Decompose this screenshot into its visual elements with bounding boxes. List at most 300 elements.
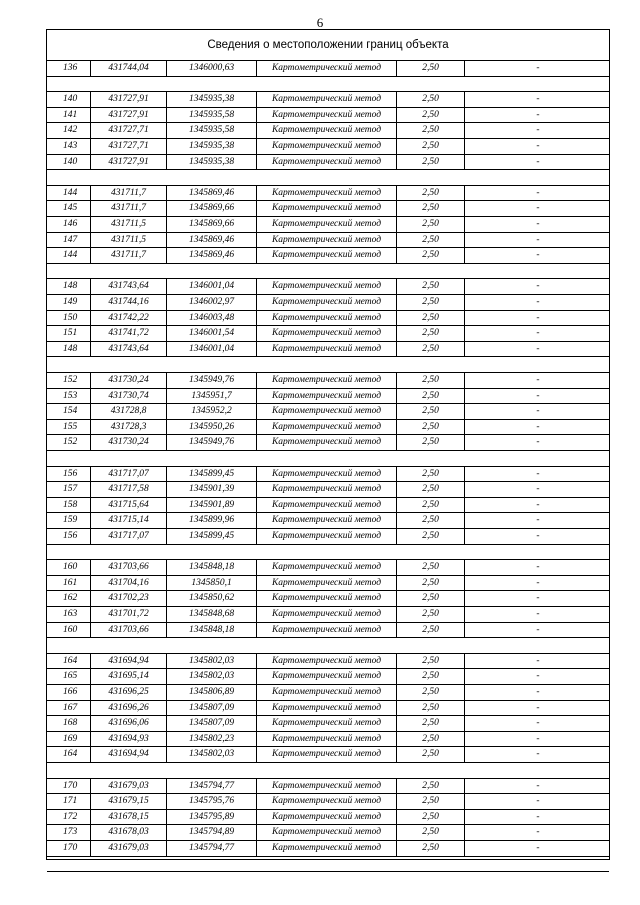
y-coordinate-cell: 1345794,89 bbox=[167, 825, 257, 840]
y-coordinate-cell: 1345869,46 bbox=[167, 233, 257, 248]
accuracy-cell: 2,50 bbox=[397, 810, 465, 825]
point-number-cell: 157 bbox=[47, 482, 91, 497]
x-coordinate-cell: 431743,64 bbox=[91, 279, 167, 294]
x-coordinate-cell: 431701,72 bbox=[91, 607, 167, 622]
note-cell: - bbox=[536, 749, 540, 760]
separator-row bbox=[47, 857, 609, 873]
y-coordinate-cell: 1346000,63 bbox=[167, 61, 257, 76]
point-number-cell: 143 bbox=[47, 139, 91, 154]
x-coordinate-cell: 431741,72 bbox=[91, 326, 167, 341]
y-coordinate-cell: 1345795,89 bbox=[167, 810, 257, 825]
y-coordinate-cell: 1346001,04 bbox=[167, 279, 257, 294]
table-row bbox=[47, 716, 609, 732]
point-number-cell: 155 bbox=[47, 420, 91, 435]
table-row bbox=[47, 155, 609, 171]
y-coordinate-cell: 1345869,66 bbox=[167, 201, 257, 216]
accuracy-cell: 2,50 bbox=[397, 201, 465, 216]
note-cell: - bbox=[536, 125, 540, 136]
y-coordinate-cell: 1345935,58 bbox=[167, 123, 257, 138]
method-cell: Картометрический метод bbox=[257, 295, 397, 310]
method-cell: Картометрический метод bbox=[257, 279, 397, 294]
method-cell: Картометрический метод bbox=[257, 326, 397, 341]
accuracy-cell: 2,50 bbox=[397, 108, 465, 123]
y-coordinate-cell: 1345848,18 bbox=[167, 560, 257, 575]
x-coordinate-cell: 431728,3 bbox=[91, 420, 167, 435]
table-row bbox=[47, 420, 609, 436]
accuracy-cell: 2,50 bbox=[397, 467, 465, 482]
method-cell: Картометрический метод bbox=[257, 61, 397, 76]
point-number-cell: 156 bbox=[47, 467, 91, 482]
note-cell: - bbox=[536, 328, 540, 339]
table-row bbox=[47, 123, 609, 139]
x-coordinate-cell: 431711,7 bbox=[91, 201, 167, 216]
method-cell: Картометрический метод bbox=[257, 825, 397, 840]
table-row bbox=[47, 482, 609, 498]
point-number-cell: 169 bbox=[47, 732, 91, 747]
method-cell: Картометрический метод bbox=[257, 576, 397, 591]
x-coordinate-cell: 431717,07 bbox=[91, 529, 167, 544]
table-row bbox=[47, 233, 609, 249]
method-cell: Картометрический метод bbox=[257, 623, 397, 638]
method-cell: Картометрический метод bbox=[257, 607, 397, 622]
x-coordinate-cell: 431711,7 bbox=[91, 186, 167, 201]
y-coordinate-cell: 1345802,03 bbox=[167, 747, 257, 762]
y-coordinate-cell: 1345901,89 bbox=[167, 498, 257, 513]
note-cell: - bbox=[536, 297, 540, 307]
point-number-cell: 152 bbox=[47, 435, 91, 450]
y-coordinate-cell: 1346003,48 bbox=[167, 311, 257, 326]
method-cell: Картометрический метод bbox=[257, 217, 397, 232]
table-row bbox=[47, 311, 609, 327]
table-row bbox=[47, 404, 609, 420]
y-coordinate-cell: 1345901,39 bbox=[167, 482, 257, 497]
table-row bbox=[47, 732, 609, 748]
note-cell: - bbox=[536, 109, 540, 120]
method-cell: Картометрический метод bbox=[257, 373, 397, 388]
point-number-cell: 144 bbox=[47, 186, 91, 201]
separator-row bbox=[47, 763, 609, 779]
point-number-cell: 170 bbox=[47, 779, 91, 794]
table-row bbox=[47, 295, 609, 311]
point-number-cell: 162 bbox=[47, 591, 91, 606]
y-coordinate-cell: 1345869,46 bbox=[167, 248, 257, 263]
note-cell: - bbox=[536, 671, 540, 682]
point-number-cell: 167 bbox=[47, 701, 91, 716]
y-coordinate-cell: 1345869,46 bbox=[167, 186, 257, 201]
method-cell: Картометрический метод bbox=[257, 420, 397, 435]
accuracy-cell: 2,50 bbox=[397, 92, 465, 107]
method-cell: Картометрический метод bbox=[257, 591, 397, 606]
method-cell: Картометрический метод bbox=[257, 732, 397, 747]
note-cell: - bbox=[536, 234, 540, 245]
x-coordinate-cell: 431694,94 bbox=[91, 654, 167, 669]
point-number-cell: 151 bbox=[47, 326, 91, 341]
table-row bbox=[47, 186, 609, 202]
y-coordinate-cell: 1346002,97 bbox=[167, 295, 257, 310]
point-number-cell: 165 bbox=[47, 669, 91, 684]
x-coordinate-cell: 431727,91 bbox=[91, 155, 167, 170]
separator-row bbox=[47, 545, 609, 561]
table-row bbox=[47, 513, 609, 529]
note-cell: - bbox=[536, 624, 540, 635]
table-row bbox=[47, 467, 609, 483]
table-row bbox=[47, 217, 609, 233]
x-coordinate-cell: 431730,74 bbox=[91, 389, 167, 404]
point-number-cell: 145 bbox=[47, 201, 91, 216]
x-coordinate-cell: 431711,7 bbox=[91, 248, 167, 263]
x-coordinate-cell: 431727,71 bbox=[91, 139, 167, 154]
accuracy-cell: 2,50 bbox=[397, 669, 465, 684]
accuracy-cell: 2,50 bbox=[397, 732, 465, 747]
x-coordinate-cell: 431679,15 bbox=[91, 794, 167, 809]
note-cell: - bbox=[536, 531, 540, 541]
x-coordinate-cell: 431730,24 bbox=[91, 373, 167, 388]
point-number-cell: 164 bbox=[47, 747, 91, 762]
table-row bbox=[47, 108, 609, 124]
table-row bbox=[47, 560, 609, 576]
accuracy-cell: 2,50 bbox=[397, 61, 465, 76]
point-number-cell: 168 bbox=[47, 716, 91, 731]
method-cell: Картометрический метод bbox=[257, 560, 397, 575]
x-coordinate-cell: 431715,64 bbox=[91, 498, 167, 513]
method-cell: Картометрический метод bbox=[257, 92, 397, 107]
method-cell: Картометрический метод bbox=[257, 716, 397, 731]
point-number-cell: 142 bbox=[47, 123, 91, 138]
x-coordinate-cell: 431703,66 bbox=[91, 560, 167, 575]
accuracy-cell: 2,50 bbox=[397, 155, 465, 170]
x-coordinate-cell: 431696,26 bbox=[91, 701, 167, 716]
accuracy-cell: 2,50 bbox=[397, 623, 465, 638]
point-number-cell: 140 bbox=[47, 155, 91, 170]
table-row bbox=[47, 529, 609, 545]
method-cell: Картометрический метод bbox=[257, 513, 397, 528]
y-coordinate-cell: 1345899,45 bbox=[167, 529, 257, 544]
x-coordinate-cell: 431744,04 bbox=[91, 61, 167, 76]
note-cell: - bbox=[536, 421, 540, 432]
page-number: 6 bbox=[316, 15, 324, 30]
note-cell: - bbox=[536, 312, 540, 323]
method-cell: Картометрический метод bbox=[257, 201, 397, 216]
table-row bbox=[47, 701, 609, 717]
y-coordinate-cell: 1345802,03 bbox=[167, 654, 257, 669]
x-coordinate-cell: 431696,06 bbox=[91, 716, 167, 731]
point-number-cell: 148 bbox=[47, 342, 91, 357]
separator-row bbox=[47, 170, 609, 186]
point-number-cell: 163 bbox=[47, 607, 91, 622]
method-cell: Картометрический метод bbox=[257, 701, 397, 716]
accuracy-cell: 2,50 bbox=[397, 560, 465, 575]
accuracy-cell: 2,50 bbox=[397, 139, 465, 154]
method-cell: Картометрический метод bbox=[257, 123, 397, 138]
point-number-cell: 173 bbox=[47, 825, 91, 840]
accuracy-cell: 2,50 bbox=[397, 576, 465, 591]
method-cell: Картометрический метод bbox=[257, 342, 397, 357]
y-coordinate-cell: 1345850,1 bbox=[167, 576, 257, 591]
y-coordinate-cell: 1345848,18 bbox=[167, 623, 257, 638]
accuracy-cell: 2,50 bbox=[397, 701, 465, 716]
accuracy-cell: 2,50 bbox=[397, 420, 465, 435]
x-coordinate-cell: 431727,91 bbox=[91, 108, 167, 123]
note-cell: - bbox=[536, 63, 540, 73]
method-cell: Картометрический метод bbox=[257, 404, 397, 419]
y-coordinate-cell: 1345899,96 bbox=[167, 513, 257, 528]
point-number-cell: 159 bbox=[47, 513, 91, 528]
x-coordinate-cell: 431679,03 bbox=[91, 841, 167, 856]
point-number-cell: 147 bbox=[47, 233, 91, 248]
y-coordinate-cell: 1345952,2 bbox=[167, 404, 257, 419]
table-row bbox=[47, 139, 609, 155]
accuracy-cell: 2,50 bbox=[397, 513, 465, 528]
accuracy-cell: 2,50 bbox=[397, 747, 465, 762]
y-coordinate-cell: 1345869,66 bbox=[167, 217, 257, 232]
point-number-cell: 161 bbox=[47, 576, 91, 591]
point-number-cell: 166 bbox=[47, 685, 91, 700]
accuracy-cell: 2,50 bbox=[397, 373, 465, 388]
point-number-cell: 170 bbox=[47, 841, 91, 856]
x-coordinate-cell: 431730,24 bbox=[91, 435, 167, 450]
accuracy-cell: 2,50 bbox=[397, 841, 465, 856]
method-cell: Картометрический метод bbox=[257, 654, 397, 669]
note-cell: - bbox=[536, 94, 540, 105]
method-cell: Картометрический метод bbox=[257, 248, 397, 263]
method-cell: Картометрический метод bbox=[257, 794, 397, 809]
method-cell: Картометрический метод bbox=[257, 389, 397, 404]
accuracy-cell: 2,50 bbox=[397, 326, 465, 341]
table-row bbox=[47, 841, 609, 857]
x-coordinate-cell: 431717,07 bbox=[91, 467, 167, 482]
method-cell: Картометрический метод bbox=[257, 435, 397, 450]
note-cell: - bbox=[536, 733, 540, 744]
separator-row bbox=[47, 451, 609, 467]
accuracy-cell: 2,50 bbox=[397, 342, 465, 357]
note-cell: - bbox=[536, 718, 540, 729]
accuracy-cell: 2,50 bbox=[397, 779, 465, 794]
note-cell: - bbox=[536, 375, 540, 385]
point-number-cell: 171 bbox=[47, 794, 91, 809]
note-cell: - bbox=[536, 609, 540, 619]
accuracy-cell: 2,50 bbox=[397, 295, 465, 310]
table-row bbox=[47, 607, 609, 623]
method-cell: Картометрический метод bbox=[257, 498, 397, 513]
table-row bbox=[47, 326, 609, 342]
method-cell: Картометрический метод bbox=[257, 467, 397, 482]
method-cell: Картометрический метод bbox=[257, 482, 397, 497]
note-cell: - bbox=[536, 577, 540, 588]
note-cell: - bbox=[536, 343, 540, 354]
x-coordinate-cell: 431715,14 bbox=[91, 513, 167, 528]
accuracy-cell: 2,50 bbox=[397, 607, 465, 622]
table-row bbox=[47, 591, 609, 607]
y-coordinate-cell: 1345935,38 bbox=[167, 155, 257, 170]
y-coordinate-cell: 1345807,09 bbox=[167, 716, 257, 731]
note-cell: - bbox=[536, 141, 540, 151]
accuracy-cell: 2,50 bbox=[397, 389, 465, 404]
y-coordinate-cell: 1345949,76 bbox=[167, 435, 257, 450]
note-cell: - bbox=[536, 655, 540, 666]
accuracy-cell: 2,50 bbox=[397, 825, 465, 840]
method-cell: Картометрический метод bbox=[257, 108, 397, 123]
y-coordinate-cell: 1345899,45 bbox=[167, 467, 257, 482]
point-number-cell: 156 bbox=[47, 529, 91, 544]
table-row bbox=[47, 825, 609, 841]
note-cell: - bbox=[536, 811, 540, 822]
table-row bbox=[47, 576, 609, 592]
x-coordinate-cell: 431711,5 bbox=[91, 233, 167, 248]
note-cell: - bbox=[536, 156, 540, 167]
accuracy-cell: 2,50 bbox=[397, 716, 465, 731]
x-coordinate-cell: 431727,71 bbox=[91, 123, 167, 138]
table-row bbox=[47, 498, 609, 514]
x-coordinate-cell: 431702,23 bbox=[91, 591, 167, 606]
x-coordinate-cell: 431728,8 bbox=[91, 404, 167, 419]
note-cell: - bbox=[536, 187, 540, 198]
y-coordinate-cell: 1345802,23 bbox=[167, 732, 257, 747]
accuracy-cell: 2,50 bbox=[397, 233, 465, 248]
table-row bbox=[47, 779, 609, 795]
accuracy-cell: 2,50 bbox=[397, 685, 465, 700]
method-cell: Картометрический метод bbox=[257, 669, 397, 684]
y-coordinate-cell: 1345850,62 bbox=[167, 591, 257, 606]
x-coordinate-cell: 431694,93 bbox=[91, 732, 167, 747]
accuracy-cell: 2,50 bbox=[397, 529, 465, 544]
note-cell: - bbox=[536, 827, 540, 838]
method-cell: Картометрический метод bbox=[257, 139, 397, 154]
point-number-cell: 158 bbox=[47, 498, 91, 513]
y-coordinate-cell: 1345794,77 bbox=[167, 841, 257, 856]
table-row bbox=[47, 623, 609, 639]
x-coordinate-cell: 431711,5 bbox=[91, 217, 167, 232]
point-number-cell: 160 bbox=[47, 623, 91, 638]
method-cell: Картометрический метод bbox=[257, 529, 397, 544]
accuracy-cell: 2,50 bbox=[397, 311, 465, 326]
note-cell: - bbox=[536, 843, 540, 853]
method-cell: Картометрический метод bbox=[257, 186, 397, 201]
note-cell: - bbox=[536, 687, 540, 697]
note-cell: - bbox=[536, 281, 540, 292]
x-coordinate-cell: 431678,03 bbox=[91, 825, 167, 840]
note-cell: - bbox=[536, 437, 540, 448]
x-coordinate-cell: 431695,14 bbox=[91, 669, 167, 684]
method-cell: Картометрический метод bbox=[257, 685, 397, 700]
note-cell: - bbox=[536, 203, 540, 214]
y-coordinate-cell: 1345935,38 bbox=[167, 139, 257, 154]
y-coordinate-cell: 1346001,54 bbox=[167, 326, 257, 341]
point-number-cell: 149 bbox=[47, 295, 91, 310]
x-coordinate-cell: 431743,64 bbox=[91, 342, 167, 357]
accuracy-cell: 2,50 bbox=[397, 123, 465, 138]
x-coordinate-cell: 431717,58 bbox=[91, 482, 167, 497]
point-number-cell: 152 bbox=[47, 373, 91, 388]
table-row bbox=[47, 92, 609, 108]
x-coordinate-cell: 431703,66 bbox=[91, 623, 167, 638]
method-cell: Картометрический метод bbox=[257, 155, 397, 170]
separator-row bbox=[47, 357, 609, 373]
method-cell: Картометрический метод bbox=[257, 779, 397, 794]
point-number-cell: 144 bbox=[47, 248, 91, 263]
accuracy-cell: 2,50 bbox=[397, 591, 465, 606]
accuracy-cell: 2,50 bbox=[397, 482, 465, 497]
accuracy-cell: 2,50 bbox=[397, 654, 465, 669]
boundary-table bbox=[46, 29, 610, 860]
note-cell: - bbox=[536, 499, 540, 510]
point-number-cell: 136 bbox=[47, 61, 91, 76]
accuracy-cell: 2,50 bbox=[397, 279, 465, 294]
table-row bbox=[47, 342, 609, 358]
note-cell: - bbox=[536, 390, 540, 401]
method-cell: Картометрический метод bbox=[257, 841, 397, 856]
accuracy-cell: 2,50 bbox=[397, 498, 465, 513]
method-cell: Картометрический метод bbox=[257, 311, 397, 326]
note-cell: - bbox=[536, 562, 540, 573]
point-number-cell: 141 bbox=[47, 108, 91, 123]
table-row bbox=[47, 810, 609, 826]
x-coordinate-cell: 431679,03 bbox=[91, 779, 167, 794]
table-row bbox=[47, 685, 609, 701]
point-number-cell: 154 bbox=[47, 404, 91, 419]
point-number-cell: 164 bbox=[47, 654, 91, 669]
point-number-cell: 172 bbox=[47, 810, 91, 825]
x-coordinate-cell: 431678,15 bbox=[91, 810, 167, 825]
table-row bbox=[47, 669, 609, 685]
y-coordinate-cell: 1345794,77 bbox=[167, 779, 257, 794]
y-coordinate-cell: 1345935,38 bbox=[167, 92, 257, 107]
note-cell: - bbox=[536, 702, 540, 713]
accuracy-cell: 2,50 bbox=[397, 217, 465, 232]
note-cell: - bbox=[536, 780, 540, 791]
note-cell: - bbox=[536, 219, 540, 229]
y-coordinate-cell: 1345806,89 bbox=[167, 685, 257, 700]
table-row bbox=[47, 248, 609, 264]
note-cell: - bbox=[536, 515, 540, 526]
y-coordinate-cell: 1345795,76 bbox=[167, 794, 257, 809]
note-cell: - bbox=[536, 796, 540, 807]
point-number-cell: 150 bbox=[47, 311, 91, 326]
y-coordinate-cell: 1345935,58 bbox=[167, 108, 257, 123]
table-row bbox=[47, 61, 609, 77]
method-cell: Картометрический метод bbox=[257, 747, 397, 762]
point-number-cell: 153 bbox=[47, 389, 91, 404]
table-row bbox=[47, 654, 609, 670]
method-cell: Картометрический метод bbox=[257, 233, 397, 248]
y-coordinate-cell: 1346001,04 bbox=[167, 342, 257, 357]
point-number-cell: 146 bbox=[47, 217, 91, 232]
note-cell: - bbox=[536, 250, 540, 261]
y-coordinate-cell: 1345848,68 bbox=[167, 607, 257, 622]
separator-row bbox=[47, 264, 609, 280]
point-number-cell: 140 bbox=[47, 92, 91, 107]
x-coordinate-cell: 431696,25 bbox=[91, 685, 167, 700]
table-row bbox=[47, 389, 609, 405]
separator-row bbox=[47, 638, 609, 654]
y-coordinate-cell: 1345802,03 bbox=[167, 669, 257, 684]
x-coordinate-cell: 431694,94 bbox=[91, 747, 167, 762]
table-row bbox=[47, 279, 609, 295]
note-cell: - bbox=[536, 484, 540, 495]
accuracy-cell: 2,50 bbox=[397, 186, 465, 201]
method-cell: Картометрический метод bbox=[257, 810, 397, 825]
y-coordinate-cell: 1345949,76 bbox=[167, 373, 257, 388]
note-cell: - bbox=[536, 406, 540, 417]
table-row bbox=[47, 747, 609, 763]
table-row bbox=[47, 435, 609, 451]
y-coordinate-cell: 1345951,7 bbox=[167, 389, 257, 404]
note-cell: - bbox=[536, 593, 540, 604]
note-cell: - bbox=[536, 468, 540, 479]
y-coordinate-cell: 1345807,09 bbox=[167, 701, 257, 716]
table-row bbox=[47, 794, 609, 810]
accuracy-cell: 2,50 bbox=[397, 248, 465, 263]
accuracy-cell: 2,50 bbox=[397, 794, 465, 809]
